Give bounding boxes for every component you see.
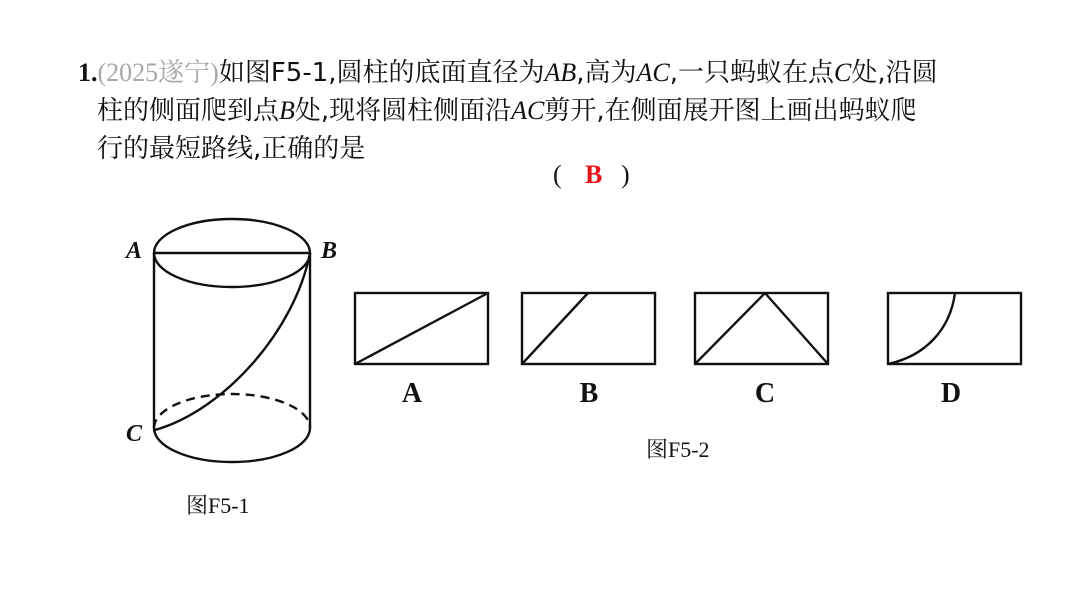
option-b-label: B	[579, 378, 599, 409]
text-segment: 处,沿圆	[851, 58, 938, 88]
answer-paren-open: (	[553, 160, 562, 189]
text-segment: 处,现将圆柱侧面沿	[294, 96, 512, 126]
math-ac: AC	[511, 96, 545, 125]
option-c-label: C	[754, 378, 776, 409]
option-a-label: A	[401, 378, 423, 409]
option-d-label: D	[940, 378, 962, 409]
question-source: (2025遂宁)	[97, 58, 219, 87]
text-segment: ,高为	[576, 58, 637, 88]
text-segment: 柱的侧面爬到点	[97, 96, 280, 126]
option-b-diagram	[522, 293, 655, 364]
math-b: B	[279, 96, 295, 125]
text-segment: 剪开,在侧面展开图上画出蚂蚁爬	[544, 96, 917, 126]
figure-1-caption: 图F5-1	[186, 493, 250, 518]
unfolded-options	[355, 293, 1021, 364]
text-segment: 行的最短路线,正确的是	[97, 134, 366, 164]
question-number: 1.	[78, 58, 98, 87]
text-segment: 如图F5-1,圆柱的底面直径为	[218, 58, 545, 88]
answer-letter: B	[585, 160, 603, 189]
cylinder-bottom-front	[154, 428, 310, 462]
point-label-b: B	[321, 238, 338, 264]
math-ab: AB	[544, 58, 577, 87]
option-c-diagram	[695, 293, 828, 364]
option-d-diagram	[888, 293, 1021, 364]
option-a-diagram	[355, 293, 488, 364]
answer-paren-close: )	[621, 160, 630, 189]
point-label-a: A	[126, 238, 143, 264]
math-ac: AC	[636, 58, 670, 87]
cylinder-figure	[154, 219, 310, 462]
math-c: C	[834, 58, 852, 87]
text-segment: ,一只蚂蚁在点	[669, 58, 835, 88]
point-label-c: C	[126, 421, 143, 447]
figure-2-caption: 图F5-2	[646, 437, 710, 462]
